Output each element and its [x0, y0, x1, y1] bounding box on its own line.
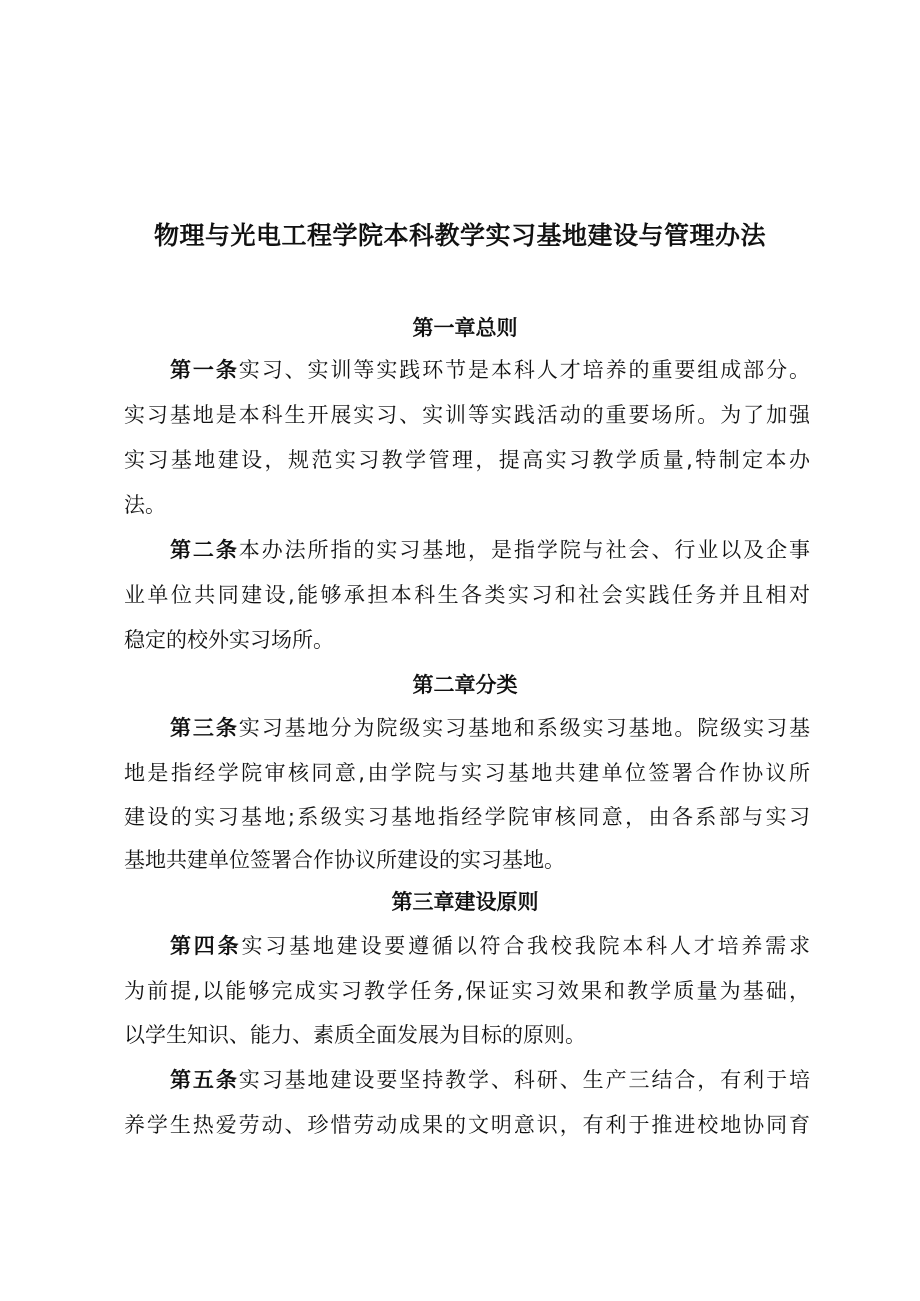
article-text: 实习基地分为院级实习基地和系级实习基地。院级实习基	[238, 716, 811, 740]
article-text: 实习基地建设要坚持教学、科研、生产三结合，有利于培	[238, 1068, 811, 1092]
paragraph-line: 实习基地是本科生开展实习、实训等实践活动的重要场所。为了加强	[124, 403, 810, 427]
paragraph-line: 实习基地建设，规范实习教学管理，提高实习教学质量,特制定本办	[124, 448, 810, 472]
article-label: 第一条	[170, 358, 239, 382]
document-title: 物理与光电工程学院本科教学实习基地建设与管理办法	[153, 221, 766, 250]
chapter-heading: 第一章总则	[412, 316, 518, 340]
article-first-line	[170, 931, 810, 961]
paragraph-line: 以学生知识、能力、素质全面发展为目标的原则。	[124, 1023, 586, 1047]
article-label: 第五条	[170, 1068, 239, 1092]
article-text: 实习基地建设要遵循以符合我校我院本科人才培养需求	[241, 934, 811, 958]
paragraph-line: 为前提,以能够完成实习教学任务,保证实习效果和教学质量为基础，	[124, 979, 810, 1003]
article-first-line	[170, 1065, 810, 1095]
paragraph-line: 基地共建单位签署合作协议所建设的实习基地。	[124, 848, 565, 872]
chapter-heading: 第二章分类	[412, 673, 518, 697]
paragraph-line: 业单位共同建设,能够承担本科生各类实习和社会实践任务并且相对	[124, 583, 810, 607]
paragraph-line: 稳定的校外实习场所。	[124, 628, 334, 652]
paragraph-line: 建设的实习基地;系级实习基地指经学院审核同意，由各系部与实习	[124, 805, 810, 829]
chapter-heading: 第三章建设原则	[391, 890, 539, 914]
article-first-line	[170, 713, 810, 743]
paragraph-line: 地是指经学院审核同意,由学院与实习基地共建单位签署合作协议所	[124, 761, 810, 785]
article-text: 实习、实训等实践环节是本科人才培养的重要组成部分。	[238, 358, 811, 382]
article-first-line	[170, 355, 810, 385]
paragraph-line: 法。	[124, 493, 166, 517]
article-label: 第四条	[170, 934, 242, 958]
article-label: 第三条	[170, 716, 239, 740]
article-label: 第二条	[170, 538, 239, 562]
paragraph-line: 养学生热爱劳动、珍惜劳动成果的文明意识，有利于推进校地协同育	[124, 1113, 810, 1137]
article-text: 本办法所指的实习基地，是指学院与社会、行业以及企事	[238, 538, 811, 562]
article-first-line	[170, 535, 810, 565]
